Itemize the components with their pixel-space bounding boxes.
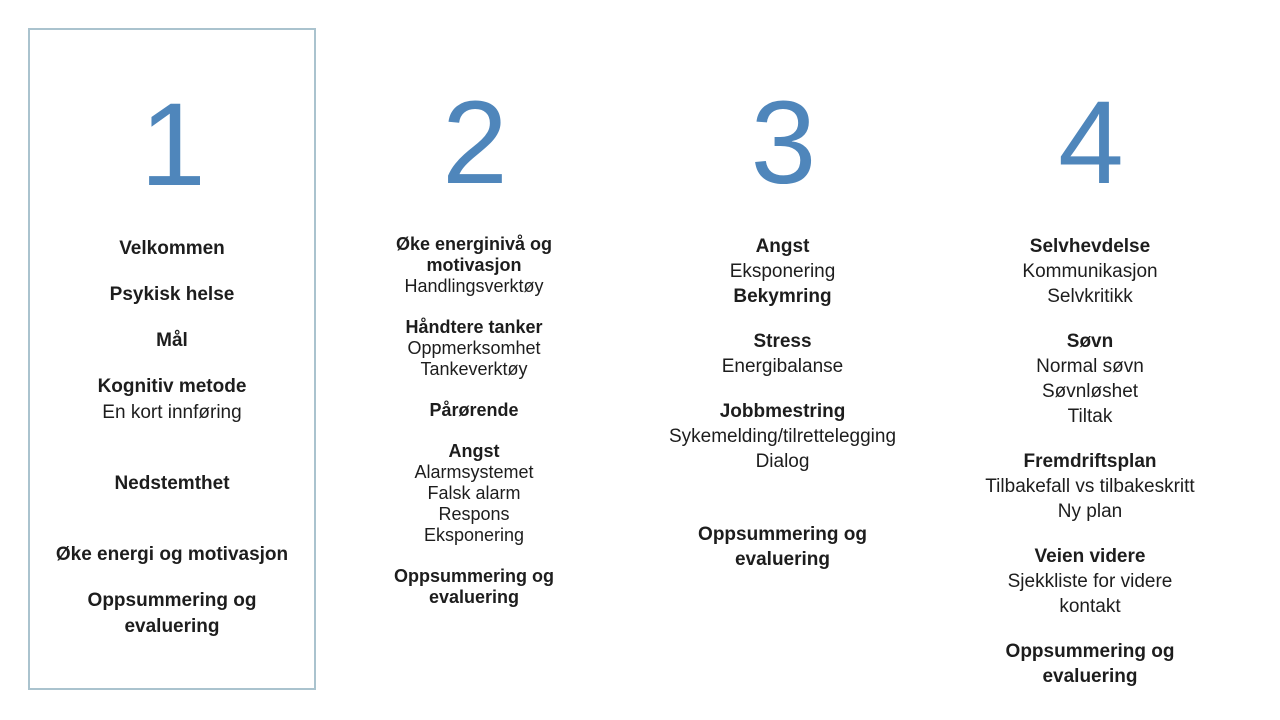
- topic-group: [30, 542, 314, 568]
- topic-subitem: Dialog: [755, 451, 810, 472]
- topic-subitem: Alarmsystemet: [414, 462, 534, 482]
- topic-group: [30, 588, 314, 640]
- topic-subitem: kontakt: [1059, 596, 1121, 617]
- column-3-number: 3: [750, 77, 815, 209]
- topic-subitem: Sjekkliste for videre: [1007, 571, 1173, 592]
- topic-subitem: Søvnløshet: [1041, 381, 1139, 402]
- topic-subitem: Tiltak: [1067, 406, 1113, 427]
- topic-subitem: Energibalanse: [721, 356, 844, 377]
- topic-group: [30, 328, 314, 354]
- topic-group: [634, 234, 931, 309]
- topic-heading: evaluering: [124, 616, 220, 637]
- topic-heading: Mål: [156, 330, 188, 351]
- topic-subitem: Handlingsverktøy: [404, 276, 544, 296]
- topic-heading: Stress: [753, 331, 812, 352]
- topic-heading: Pårørende: [429, 400, 519, 420]
- topic-group: [939, 234, 1241, 309]
- topic-subitem: Falsk alarm: [427, 483, 521, 503]
- topic-heading: Bekymring: [733, 286, 832, 307]
- topic-heading: Øke energinivå og: [395, 234, 553, 254]
- topic-heading: evaluering: [1042, 666, 1138, 687]
- column-3: [634, 28, 931, 690]
- topic-subitem: Kommunikasjon: [1022, 261, 1158, 282]
- column-1-number: 1: [140, 79, 204, 211]
- topic-subitem: Normal søvn: [1036, 356, 1144, 377]
- topic-heading: Veien videre: [1034, 546, 1146, 567]
- topic-subitem: Tilbakefall vs tilbakeskritt: [985, 476, 1195, 497]
- topic-group: [329, 400, 619, 421]
- topic-heading: Oppsummering og: [1005, 641, 1175, 662]
- topic-heading: Kognitiv metode: [97, 376, 247, 397]
- column-4-number: 4: [1058, 77, 1122, 209]
- column-1-topic-list: [30, 236, 314, 640]
- topic-group: [30, 374, 314, 426]
- topic-heading: Fremdriftsplan: [1023, 451, 1157, 472]
- topic-group: [329, 441, 619, 546]
- topic-group: [30, 236, 314, 262]
- topic-group: [939, 329, 1241, 429]
- topic-subitem: En kort innføring: [102, 402, 242, 423]
- topic-group: [939, 639, 1241, 689]
- topic-heading: Velkommen: [119, 238, 225, 259]
- column-4: [939, 28, 1241, 690]
- topic-subitem: Oppmerksomhet: [407, 338, 541, 358]
- topic-group: [634, 329, 931, 379]
- topic-heading: Angst: [448, 441, 500, 461]
- column-2: [329, 28, 619, 690]
- topic-heading: evaluering: [428, 587, 520, 607]
- topic-heading: Håndtere tanker: [405, 317, 543, 337]
- topic-group: [634, 522, 931, 572]
- topic-group: [329, 234, 619, 297]
- column-1-box: [28, 28, 316, 690]
- topic-heading: Oppsummering og: [393, 566, 554, 586]
- topic-heading: Psykisk helse: [109, 284, 235, 305]
- topic-subitem: Ny plan: [1057, 501, 1123, 522]
- topic-heading: Oppsummering og: [698, 524, 867, 545]
- column-4-topic-list: [939, 234, 1241, 689]
- topic-heading: motivasjon: [426, 255, 522, 275]
- topic-group: [329, 317, 619, 380]
- topic-subitem: Tankeverktøy: [420, 359, 528, 379]
- topic-group: [30, 282, 314, 308]
- topic-subitem: Eksponering: [729, 261, 836, 282]
- column-2-number: 2: [442, 77, 506, 209]
- topic-subitem: Respons: [438, 504, 510, 524]
- topic-heading: Jobbmestring: [719, 401, 846, 422]
- topic-group: [939, 449, 1241, 524]
- topic-group: [634, 399, 931, 474]
- topic-heading: Oppsummering og: [87, 590, 257, 611]
- topic-subitem: Sykemelding/tilrettelegging: [668, 426, 897, 447]
- topic-heading: Øke energi og motivasjon: [55, 544, 289, 565]
- topic-heading: Nedstemthet: [114, 473, 230, 494]
- topic-subitem: Eksponering: [423, 525, 525, 545]
- topic-heading: Angst: [755, 236, 810, 257]
- column-3-topic-list: [634, 234, 931, 572]
- column-2-topic-list: [329, 234, 619, 608]
- topic-subitem: Selvkritikk: [1047, 286, 1133, 307]
- topic-group: [30, 471, 314, 497]
- topic-group: [939, 544, 1241, 619]
- topic-heading: Søvn: [1066, 331, 1114, 352]
- topic-group: [329, 566, 619, 608]
- topic-heading: Selvhevdelse: [1029, 236, 1151, 257]
- topic-heading: evaluering: [734, 549, 831, 570]
